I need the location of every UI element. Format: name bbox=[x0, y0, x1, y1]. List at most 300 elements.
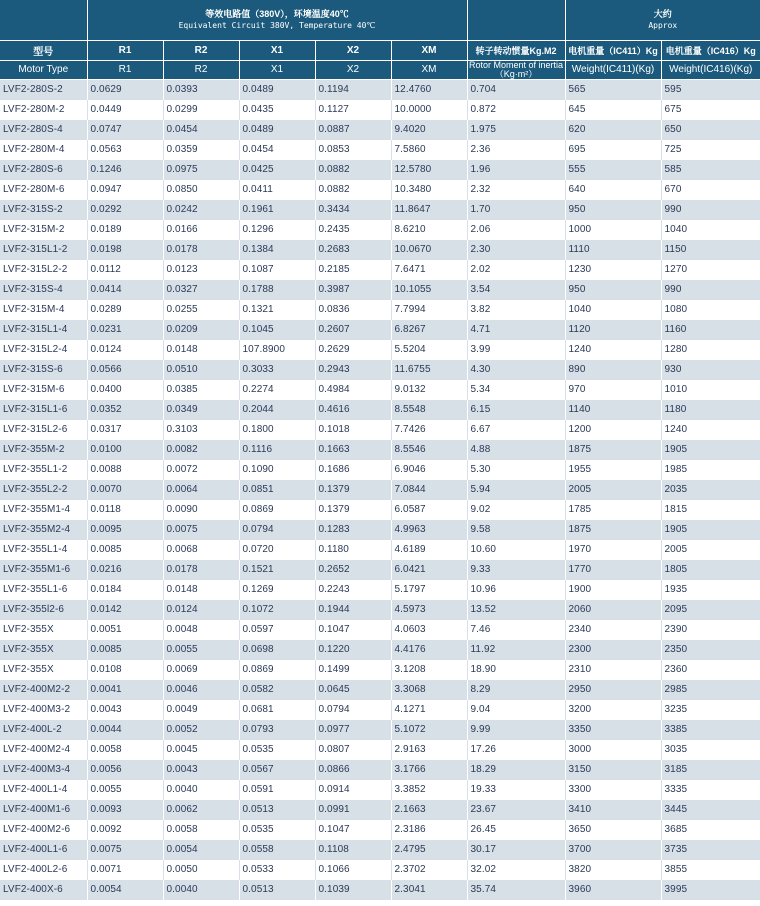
table-row bbox=[0, 140, 760, 160]
table-row bbox=[0, 520, 760, 540]
table-row bbox=[0, 120, 760, 140]
table-cell: 4.88 bbox=[467, 440, 565, 460]
table-cell: 0.3103 bbox=[163, 420, 239, 440]
table-cell: 4.9963 bbox=[391, 520, 467, 540]
table-cell: 1230 bbox=[565, 260, 661, 280]
table-cell: 0.1127 bbox=[315, 100, 391, 120]
table-cell: 0.0068 bbox=[163, 540, 239, 560]
table-cell: 0.0055 bbox=[163, 640, 239, 660]
table-cell: 5.1797 bbox=[391, 580, 467, 600]
table-cell: 0.0178 bbox=[163, 560, 239, 580]
table-cell: 10.96 bbox=[467, 580, 565, 600]
motor-type-cell: LVF2-355M2-4 bbox=[0, 520, 87, 540]
table-cell: 0.0198 bbox=[87, 240, 163, 260]
motor-type-cell: LVF2-400L-2 bbox=[0, 720, 87, 740]
table-cell: 3445 bbox=[661, 800, 760, 820]
table-cell: 7.7426 bbox=[391, 420, 467, 440]
table-cell: 0.0058 bbox=[87, 740, 163, 760]
table-cell: 3685 bbox=[661, 820, 760, 840]
table-cell: 0.0869 bbox=[239, 500, 315, 520]
table-cell: 1200 bbox=[565, 420, 661, 440]
table-cell: 0.0040 bbox=[163, 880, 239, 900]
table-cell: 3960 bbox=[565, 880, 661, 900]
table-cell: 18.29 bbox=[467, 760, 565, 780]
table-cell: 0.0085 bbox=[87, 640, 163, 660]
table-cell: 3820 bbox=[565, 860, 661, 880]
table-cell: 0.0566 bbox=[87, 360, 163, 380]
table-cell: 2310 bbox=[565, 660, 661, 680]
equivalent-circuit-title-en: Equivalent Circuit 380V, Temperature 40℃ bbox=[178, 20, 376, 30]
table-cell: 930 bbox=[661, 360, 760, 380]
table-cell: 0.0049 bbox=[163, 700, 239, 720]
table-cell: 1280 bbox=[661, 340, 760, 360]
table-cell: 0.0850 bbox=[163, 180, 239, 200]
table-cell: 0.0947 bbox=[87, 180, 163, 200]
table-cell: 0.872 bbox=[467, 100, 565, 120]
table-cell: 3150 bbox=[565, 760, 661, 780]
motor-type-cell: LVF2-400L1-6 bbox=[0, 840, 87, 860]
col-header-en: X2 bbox=[315, 60, 391, 79]
table-cell: 0.3434 bbox=[315, 200, 391, 220]
motor-type-cell: LVF2-400L2-6 bbox=[0, 860, 87, 880]
table-cell: 0.0054 bbox=[163, 840, 239, 860]
table-cell: 0.0882 bbox=[315, 160, 391, 180]
table-cell: 3.3852 bbox=[391, 780, 467, 800]
table-cell: 0.1194 bbox=[315, 79, 391, 100]
table-cell: 990 bbox=[661, 280, 760, 300]
table-cell: 0.0414 bbox=[87, 280, 163, 300]
table-row bbox=[0, 380, 760, 400]
motor-type-cell: LVF2-315M-4 bbox=[0, 300, 87, 320]
motor-type-cell: LVF2-400M2-6 bbox=[0, 820, 87, 840]
table-cell: 1140 bbox=[565, 400, 661, 420]
table-row bbox=[0, 800, 760, 820]
table-cell: 9.02 bbox=[467, 500, 565, 520]
table-cell: 0.0489 bbox=[239, 79, 315, 100]
motor-type-cell: LVF2-355L2-2 bbox=[0, 480, 87, 500]
table-cell: 0.2044 bbox=[239, 400, 315, 420]
table-cell: 0.1045 bbox=[239, 320, 315, 340]
table-cell: 0.0166 bbox=[163, 220, 239, 240]
table-row bbox=[0, 620, 760, 640]
table-cell: 0.0075 bbox=[87, 840, 163, 860]
table-cell: 1935 bbox=[661, 580, 760, 600]
table-cell: 0.0064 bbox=[163, 480, 239, 500]
motor-type-cell: LVF2-280M-4 bbox=[0, 140, 87, 160]
table-cell: 1080 bbox=[661, 300, 760, 320]
table-cell: 1120 bbox=[565, 320, 661, 340]
table-cell: 1.975 bbox=[467, 120, 565, 140]
table-cell: 2.02 bbox=[467, 260, 565, 280]
table-cell: 9.04 bbox=[467, 700, 565, 720]
table-row bbox=[0, 200, 760, 220]
table-cell: 1180 bbox=[661, 400, 760, 420]
table-cell: 0.1246 bbox=[87, 160, 163, 180]
table-cell: 0.0975 bbox=[163, 160, 239, 180]
table-cell: 2.1663 bbox=[391, 800, 467, 820]
table-cell: 0.0123 bbox=[163, 260, 239, 280]
table-cell: 0.0184 bbox=[87, 580, 163, 600]
table-cell: 0.0209 bbox=[163, 320, 239, 340]
table-cell: 0.1269 bbox=[239, 580, 315, 600]
table-cell: 0.1066 bbox=[315, 860, 391, 880]
table-cell: 0.1379 bbox=[315, 500, 391, 520]
motor-type-cell: LVF2-355L1-4 bbox=[0, 540, 87, 560]
table-cell: 0.0535 bbox=[239, 820, 315, 840]
table-cell: 1040 bbox=[565, 300, 661, 320]
table-cell: 23.67 bbox=[467, 800, 565, 820]
table-cell: 4.1271 bbox=[391, 700, 467, 720]
table-row bbox=[0, 740, 760, 760]
table-cell: 7.46 bbox=[467, 620, 565, 640]
table-cell: 1000 bbox=[565, 220, 661, 240]
table-cell: 950 bbox=[565, 200, 661, 220]
col-header-en: R2 bbox=[163, 60, 239, 79]
table-cell: 2350 bbox=[661, 640, 760, 660]
table-cell: 3235 bbox=[661, 700, 760, 720]
table-cell: 0.1384 bbox=[239, 240, 315, 260]
table-cell: 0.0050 bbox=[163, 860, 239, 880]
table-row bbox=[0, 240, 760, 260]
motor-type-cell: LVF2-315L2-2 bbox=[0, 260, 87, 280]
table-cell: 1110 bbox=[565, 240, 661, 260]
table-cell: 3300 bbox=[565, 780, 661, 800]
table-cell: 35.74 bbox=[467, 880, 565, 900]
table-cell: 0.0454 bbox=[239, 140, 315, 160]
table-cell: 0.1499 bbox=[315, 660, 391, 680]
table-cell: 0.0869 bbox=[239, 660, 315, 680]
col-header-cn: 电机重量（IC416）Kg bbox=[661, 40, 760, 60]
table-cell: 0.0794 bbox=[315, 700, 391, 720]
table-cell: 0.0044 bbox=[87, 720, 163, 740]
table-cell: 0.0070 bbox=[87, 480, 163, 500]
table-cell: 3185 bbox=[661, 760, 760, 780]
table-cell: 17.26 bbox=[467, 740, 565, 760]
header-blank bbox=[0, 0, 87, 40]
table-cell: 0.1220 bbox=[315, 640, 391, 660]
table-cell: 0.0645 bbox=[315, 680, 391, 700]
table-cell: 0.1090 bbox=[239, 460, 315, 480]
table-cell: 2.3041 bbox=[391, 880, 467, 900]
table-row bbox=[0, 780, 760, 800]
table-cell: 13.52 bbox=[467, 600, 565, 620]
motor-type-cell: LVF2-355M1-6 bbox=[0, 560, 87, 580]
table-row bbox=[0, 600, 760, 620]
table-cell: 2390 bbox=[661, 620, 760, 640]
table-cell: 0.4616 bbox=[315, 400, 391, 420]
table-cell: 6.67 bbox=[467, 420, 565, 440]
table-cell: 725 bbox=[661, 140, 760, 160]
table-cell: 1770 bbox=[565, 560, 661, 580]
table-cell: 0.2629 bbox=[315, 340, 391, 360]
table-cell: 6.15 bbox=[467, 400, 565, 420]
motor-type-cell: LVF2-355l2-6 bbox=[0, 600, 87, 620]
table-cell: 0.0255 bbox=[163, 300, 239, 320]
table-cell: 565 bbox=[565, 79, 661, 100]
motor-type-cell: LVF2-280M-2 bbox=[0, 100, 87, 120]
table-cell: 0.1047 bbox=[315, 820, 391, 840]
table-cell: 2.06 bbox=[467, 220, 565, 240]
table-cell: 0.0043 bbox=[87, 700, 163, 720]
table-cell: 3385 bbox=[661, 720, 760, 740]
table-row bbox=[0, 720, 760, 740]
table-cell: 2035 bbox=[661, 480, 760, 500]
table-cell: 0.0513 bbox=[239, 880, 315, 900]
table-cell: 2005 bbox=[565, 480, 661, 500]
table-cell: 0.0720 bbox=[239, 540, 315, 560]
table-cell: 3.54 bbox=[467, 280, 565, 300]
col-header-en: Motor Type bbox=[0, 60, 87, 79]
table-cell: 0.0072 bbox=[163, 460, 239, 480]
table-cell: 0.0629 bbox=[87, 79, 163, 100]
col-header-en: X1 bbox=[239, 60, 315, 79]
table-cell: 640 bbox=[565, 180, 661, 200]
table-cell: 0.1686 bbox=[315, 460, 391, 480]
table-cell: 10.0670 bbox=[391, 240, 467, 260]
table-cell: 0.1116 bbox=[239, 440, 315, 460]
table-cell: 11.6755 bbox=[391, 360, 467, 380]
table-row bbox=[0, 460, 760, 480]
table-cell: 10.3480 bbox=[391, 180, 467, 200]
table-cell: 0.0411 bbox=[239, 180, 315, 200]
table-cell: 107.8900 bbox=[239, 340, 315, 360]
table-cell: 0.0075 bbox=[163, 520, 239, 540]
table-cell: 0.0093 bbox=[87, 800, 163, 820]
table-cell: 6.8267 bbox=[391, 320, 467, 340]
table-cell: 9.33 bbox=[467, 560, 565, 580]
table-cell: 1900 bbox=[565, 580, 661, 600]
table-cell: 2340 bbox=[565, 620, 661, 640]
table-cell: 4.6189 bbox=[391, 540, 467, 560]
table-cell: 3200 bbox=[565, 700, 661, 720]
motor-type-cell: LVF2-400M3-4 bbox=[0, 760, 87, 780]
table-cell: 585 bbox=[661, 160, 760, 180]
table-cell: 30.17 bbox=[467, 840, 565, 860]
table-cell: 3650 bbox=[565, 820, 661, 840]
motor-type-cell: LVF2-315M-2 bbox=[0, 220, 87, 240]
equivalent-circuit-group-header bbox=[87, 0, 467, 40]
table-cell: 3700 bbox=[565, 840, 661, 860]
col-header-cn: 电机重量（IC411）Kg bbox=[565, 40, 661, 60]
table-cell: 0.2243 bbox=[315, 580, 391, 600]
table-cell: 0.0148 bbox=[163, 580, 239, 600]
table-cell: 0.2943 bbox=[315, 360, 391, 380]
table-cell: 0.1961 bbox=[239, 200, 315, 220]
table-cell: 0.0535 bbox=[239, 740, 315, 760]
table-cell: 0.0048 bbox=[163, 620, 239, 640]
table-cell: 5.94 bbox=[467, 480, 565, 500]
table-cell: 5.30 bbox=[467, 460, 565, 480]
col-header-cn: R1 bbox=[87, 40, 163, 60]
table-cell: 7.7994 bbox=[391, 300, 467, 320]
table-cell: 10.0000 bbox=[391, 100, 467, 120]
col-header-cn: X1 bbox=[239, 40, 315, 60]
motor-type-cell: LVF2-400X-6 bbox=[0, 880, 87, 900]
table-row bbox=[0, 100, 760, 120]
table-cell: 2095 bbox=[661, 600, 760, 620]
table-cell: 0.0092 bbox=[87, 820, 163, 840]
motor-type-cell: LVF2-280S-4 bbox=[0, 120, 87, 140]
table-row bbox=[0, 680, 760, 700]
table-cell: 0.1800 bbox=[239, 420, 315, 440]
table-cell: 12.5780 bbox=[391, 160, 467, 180]
table-cell: 0.0327 bbox=[163, 280, 239, 300]
table-cell: 0.1018 bbox=[315, 420, 391, 440]
table-cell: 0.1521 bbox=[239, 560, 315, 580]
table-row bbox=[0, 640, 760, 660]
table-cell: 0.0058 bbox=[163, 820, 239, 840]
table-cell: 2.30 bbox=[467, 240, 565, 260]
table-cell: 0.2274 bbox=[239, 380, 315, 400]
table-cell: 0.0747 bbox=[87, 120, 163, 140]
table-cell: 0.0100 bbox=[87, 440, 163, 460]
col-header-cn: X2 bbox=[315, 40, 391, 60]
motor-type-cell: LVF2-315M-6 bbox=[0, 380, 87, 400]
table-cell: 1270 bbox=[661, 260, 760, 280]
table-row bbox=[0, 540, 760, 560]
table-cell: 0.0449 bbox=[87, 100, 163, 120]
table-cell: 1010 bbox=[661, 380, 760, 400]
table-cell: 0.0056 bbox=[87, 760, 163, 780]
table-cell: 2985 bbox=[661, 680, 760, 700]
table-cell: 3.99 bbox=[467, 340, 565, 360]
table-cell: 1955 bbox=[565, 460, 661, 480]
table-cell: 0.0807 bbox=[315, 740, 391, 760]
table-cell: 0.0794 bbox=[239, 520, 315, 540]
table-cell: 0.0052 bbox=[163, 720, 239, 740]
table-cell: 0.0046 bbox=[163, 680, 239, 700]
table-cell: 0.0698 bbox=[239, 640, 315, 660]
table-cell: 0.3987 bbox=[315, 280, 391, 300]
table-cell: 1.70 bbox=[467, 200, 565, 220]
table-cell: 12.4760 bbox=[391, 79, 467, 100]
table-cell: 645 bbox=[565, 100, 661, 120]
table-cell: 3995 bbox=[661, 880, 760, 900]
table-cell: 5.5204 bbox=[391, 340, 467, 360]
table-cell: 0.0510 bbox=[163, 360, 239, 380]
table-cell: 3035 bbox=[661, 740, 760, 760]
table-cell: 0.0108 bbox=[87, 660, 163, 680]
table-row bbox=[0, 360, 760, 380]
table-cell: 890 bbox=[565, 360, 661, 380]
table-cell: 0.0400 bbox=[87, 380, 163, 400]
table-cell: 0.1321 bbox=[239, 300, 315, 320]
table-cell: 2300 bbox=[565, 640, 661, 660]
header-row-cn bbox=[0, 40, 760, 60]
table-cell: 0.3033 bbox=[239, 360, 315, 380]
table-cell: 0.0088 bbox=[87, 460, 163, 480]
table-cell: 595 bbox=[661, 79, 760, 100]
table-row bbox=[0, 440, 760, 460]
table-cell: 1985 bbox=[661, 460, 760, 480]
table-cell: 0.0090 bbox=[163, 500, 239, 520]
motor-type-cell: LVF2-280S-2 bbox=[0, 79, 87, 100]
table-cell: 0.0887 bbox=[315, 120, 391, 140]
table-cell: 3.1766 bbox=[391, 760, 467, 780]
table-cell: 0.0041 bbox=[87, 680, 163, 700]
table-cell: 1.96 bbox=[467, 160, 565, 180]
motor-type-cell: LVF2-315L2-6 bbox=[0, 420, 87, 440]
table-row bbox=[0, 260, 760, 280]
header-blank-inertia bbox=[467, 0, 565, 40]
table-row bbox=[0, 300, 760, 320]
table-cell: 0.0095 bbox=[87, 520, 163, 540]
table-cell: 3855 bbox=[661, 860, 760, 880]
table-cell: 1240 bbox=[661, 420, 760, 440]
table-cell: 8.5546 bbox=[391, 440, 467, 460]
table-cell: 7.6471 bbox=[391, 260, 467, 280]
table-cell: 0.0582 bbox=[239, 680, 315, 700]
table-cell: 1240 bbox=[565, 340, 661, 360]
table-cell: 0.1180 bbox=[315, 540, 391, 560]
motor-type-cell: LVF2-355X bbox=[0, 660, 87, 680]
table-cell: 0.0148 bbox=[163, 340, 239, 360]
table-cell: 1785 bbox=[565, 500, 661, 520]
table-cell: 0.0991 bbox=[315, 800, 391, 820]
table-cell: 4.4176 bbox=[391, 640, 467, 660]
table-cell: 0.0142 bbox=[87, 600, 163, 620]
table-cell: 0.1047 bbox=[315, 620, 391, 640]
table-cell: 695 bbox=[565, 140, 661, 160]
table-row bbox=[0, 160, 760, 180]
col-header-cn: 转子转动惯量Kg.M2 bbox=[467, 40, 565, 60]
table-row bbox=[0, 220, 760, 240]
table-cell: 10.1055 bbox=[391, 280, 467, 300]
motor-type-cell: LVF2-355L1-2 bbox=[0, 460, 87, 480]
table-cell: 0.0069 bbox=[163, 660, 239, 680]
table-cell: 0.0085 bbox=[87, 540, 163, 560]
table-cell: 0.0591 bbox=[239, 780, 315, 800]
table-cell: 5.34 bbox=[467, 380, 565, 400]
table-cell: 0.2185 bbox=[315, 260, 391, 280]
table-cell: 7.0844 bbox=[391, 480, 467, 500]
table-cell: 9.4020 bbox=[391, 120, 467, 140]
table-cell: 0.0216 bbox=[87, 560, 163, 580]
table-cell: 1905 bbox=[661, 520, 760, 540]
table-cell: 0.0054 bbox=[87, 880, 163, 900]
table-cell: 0.0349 bbox=[163, 400, 239, 420]
table-row bbox=[0, 700, 760, 720]
table-row bbox=[0, 500, 760, 520]
table-cell: 0.0977 bbox=[315, 720, 391, 740]
table-cell: 990 bbox=[661, 200, 760, 220]
motor-type-cell: LVF2-400M3-2 bbox=[0, 700, 87, 720]
table-cell: 0.0567 bbox=[239, 760, 315, 780]
col-header-cn: R2 bbox=[163, 40, 239, 60]
col-header-en: Rotor Moment of inertia（Kg·m²） bbox=[468, 60, 564, 79]
motor-type-cell: LVF2-355M-2 bbox=[0, 440, 87, 460]
table-cell: 1160 bbox=[661, 320, 760, 340]
table-cell: 0.0558 bbox=[239, 840, 315, 860]
table-cell: 19.33 bbox=[467, 780, 565, 800]
table-cell: 0.0118 bbox=[87, 500, 163, 520]
table-cell: 0.0112 bbox=[87, 260, 163, 280]
motor-type-cell: LVF2-315L1-4 bbox=[0, 320, 87, 340]
table-cell: 0.0489 bbox=[239, 120, 315, 140]
table-cell: 2.4795 bbox=[391, 840, 467, 860]
table-cell: 0.1072 bbox=[239, 600, 315, 620]
table-cell: 0.4984 bbox=[315, 380, 391, 400]
table-row bbox=[0, 340, 760, 360]
table-row bbox=[0, 580, 760, 600]
motor-type-cell: LVF2-355L1-6 bbox=[0, 580, 87, 600]
table-cell: 620 bbox=[565, 120, 661, 140]
table-cell: 3.1208 bbox=[391, 660, 467, 680]
table-row bbox=[0, 760, 760, 780]
table-row bbox=[0, 180, 760, 200]
approx-title-en: Approx bbox=[648, 20, 678, 30]
table-cell: 650 bbox=[661, 120, 760, 140]
